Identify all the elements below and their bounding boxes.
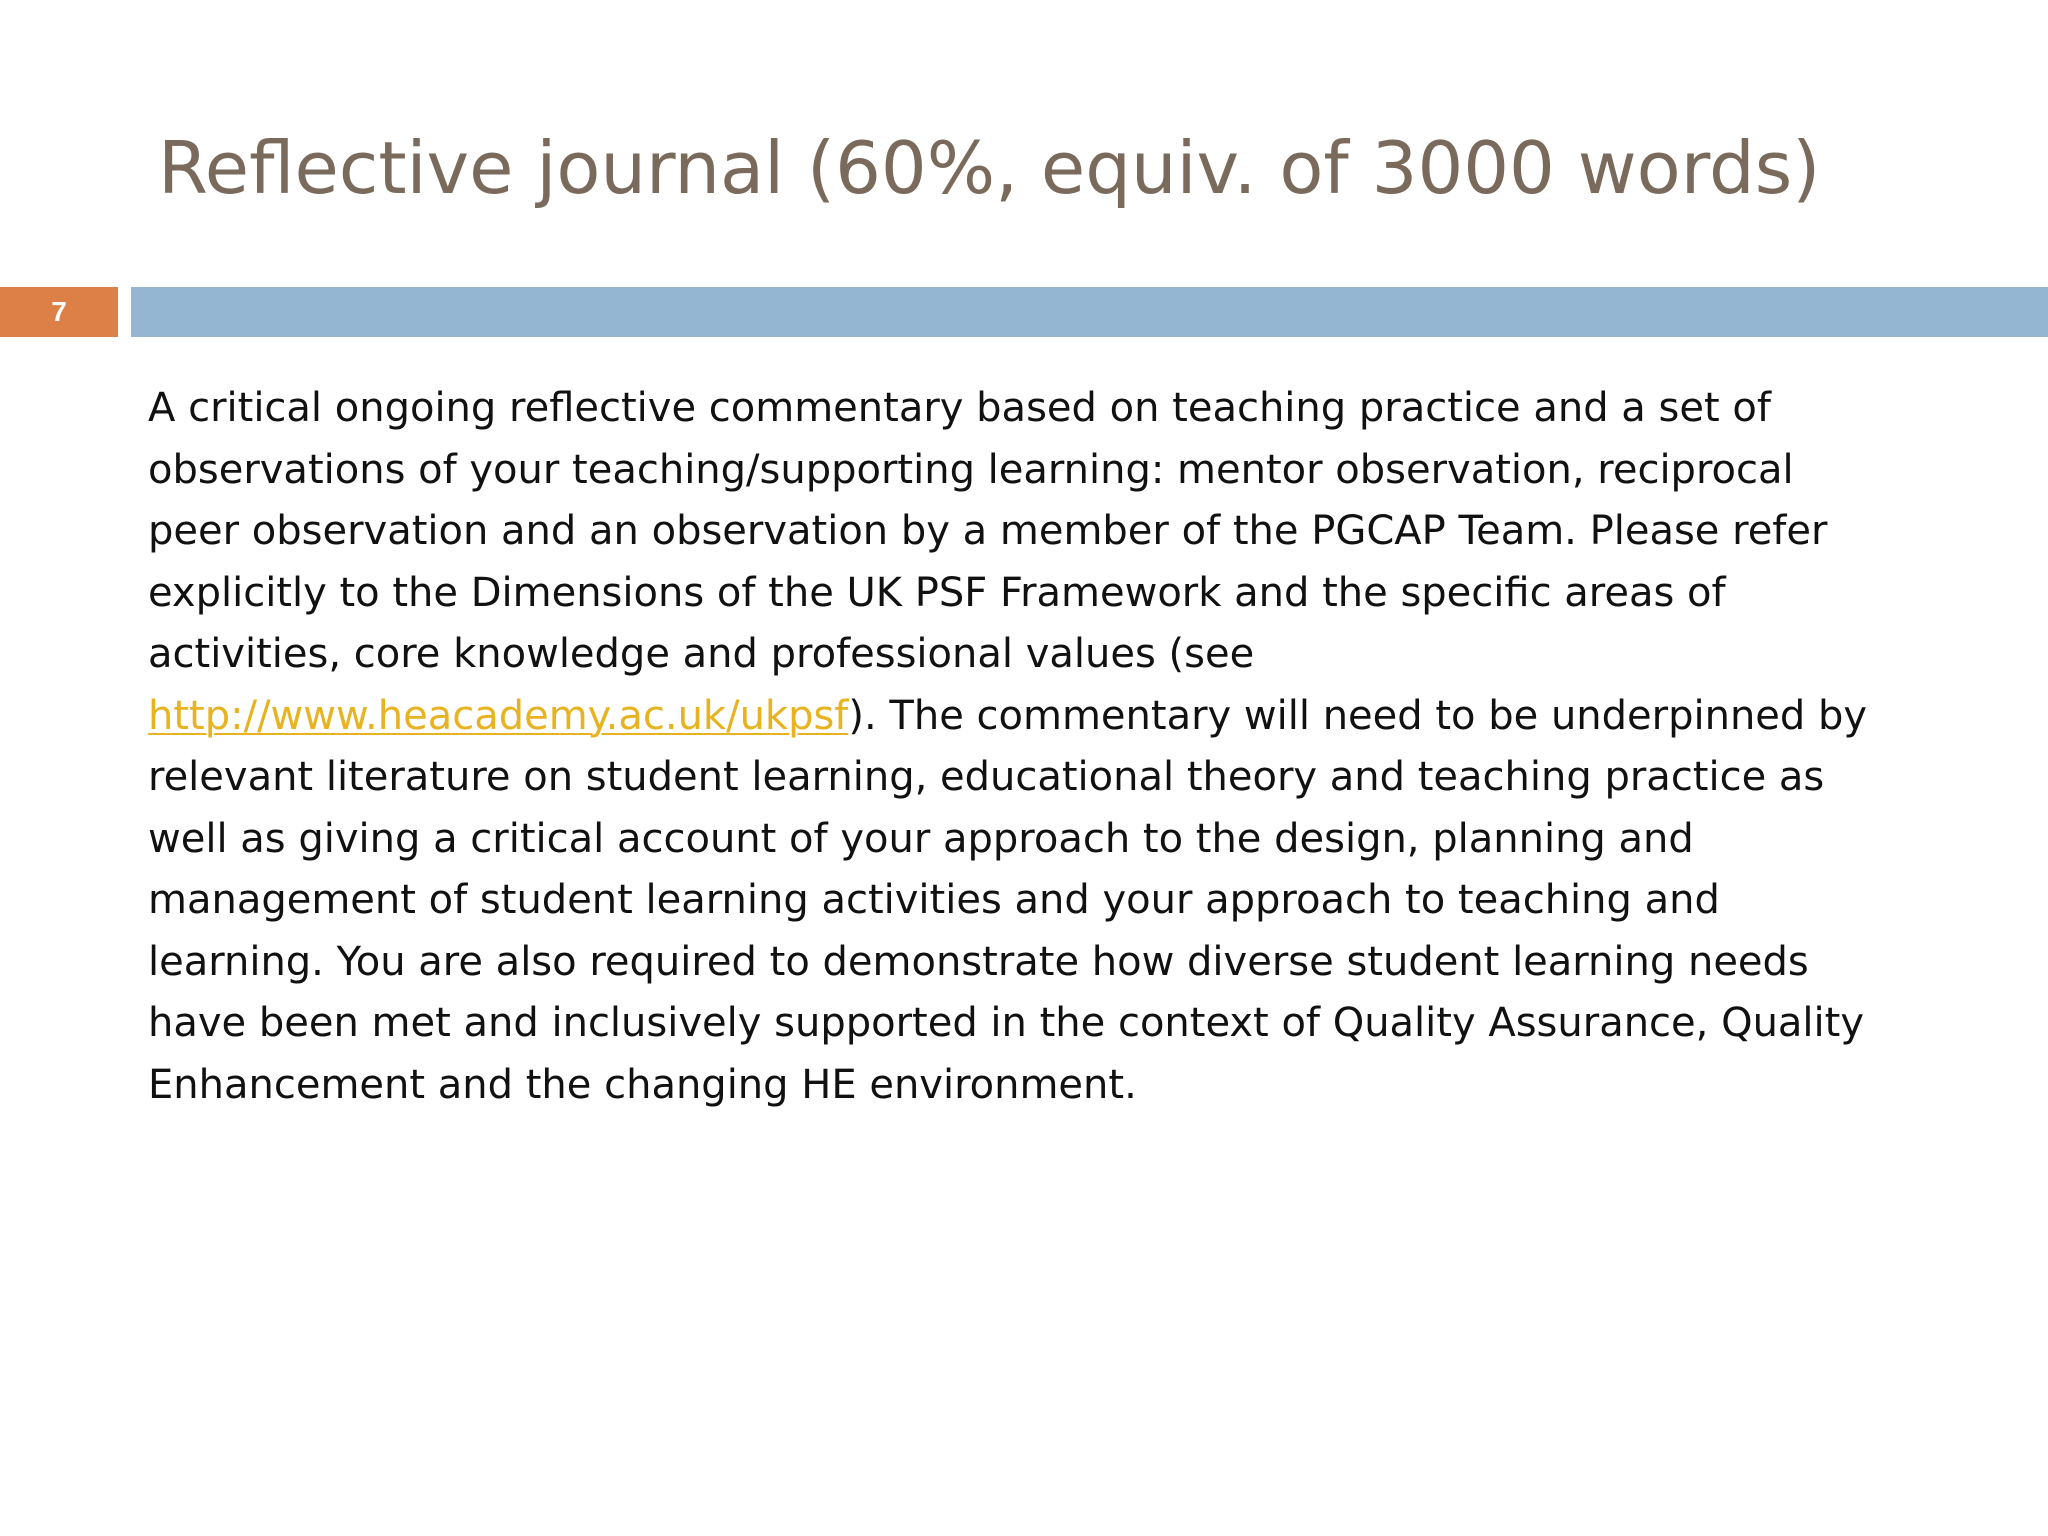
body-paragraph (148, 378, 1868, 1116)
title-divider-bar (131, 287, 2048, 337)
slide-title: Reflective journal (60%, equiv. of 3000 words) (158, 126, 1821, 210)
slide-number: 7 (0, 287, 118, 337)
body-text-before-link: A critical ongoing reflective commentary based on teaching practice and a set of observations of your teaching/supporting learning: mentor observation, reciprocal peer observation and an observation by a member of the PGCAP Team. Please refer explicitly to the Dimensions of the UK PSF Framework and the specific areas of activities, core knowledge and professional values (see (148, 385, 1828, 677)
ukpsf-link[interactable]: http://www.heacademy.ac.uk/ukpsf (148, 692, 849, 739)
body-text-after-link: ). The commentary will need to be underpinned by relevant literature on student learning, educational theory and teaching practice as well as giving a critical account of your approach to the design, planning and management of student learning activities and your approach to teaching and learning. You are also required to demonstrate how diverse student learning needs have been met and inclusively supported in the context of Quality Assurance, Quality Enhancement and the changing HE environment. (148, 692, 1868, 1108)
